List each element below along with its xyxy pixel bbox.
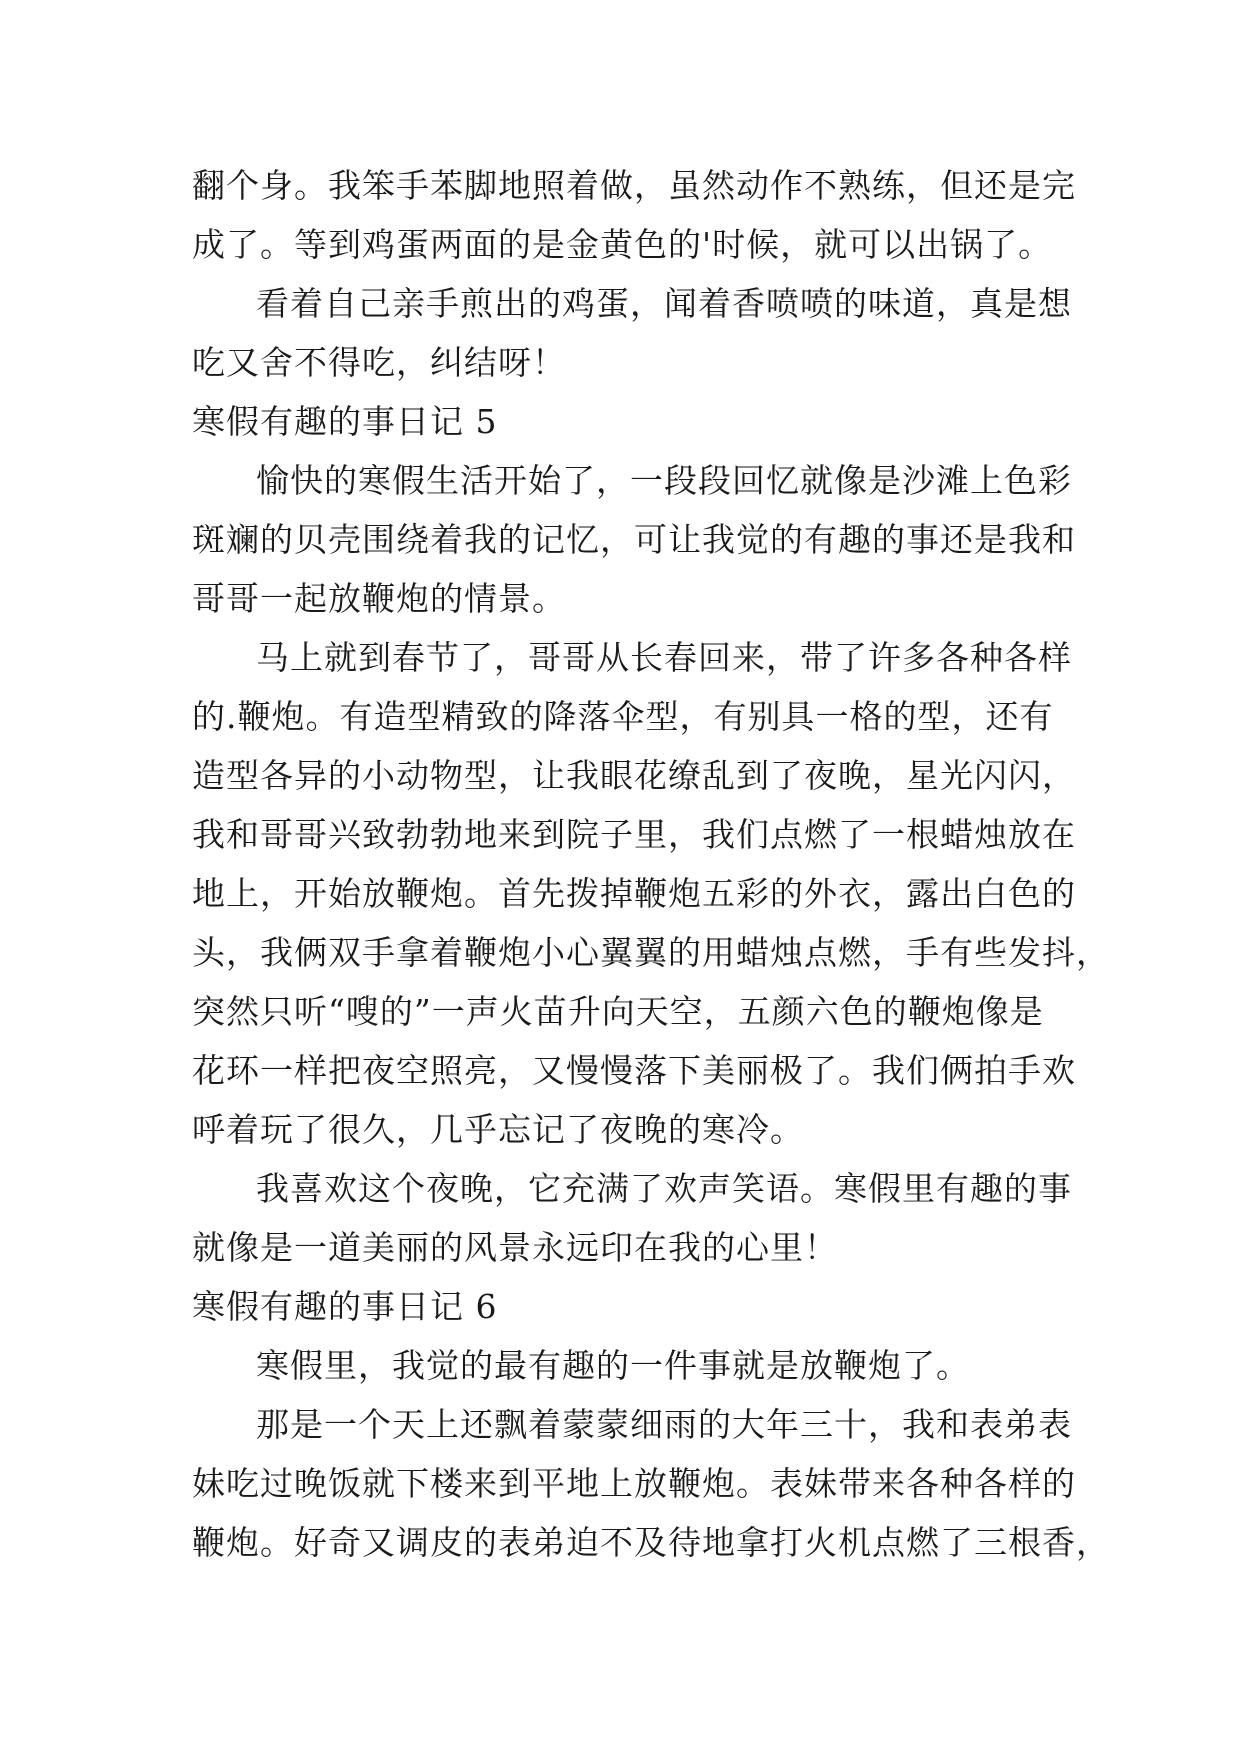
section-heading: 寒假有趣的事日记 6 — [192, 1287, 498, 1326]
paragraph-line: 斑斓的贝壳围绕着我的记忆，可让我觉的有趣的事还是我和 — [192, 520, 1076, 559]
paragraph-line: 妹吃过晚饭就下楼来到平地上放鞭炮。表妹带来各种各样的 — [192, 1464, 1076, 1503]
paragraph-line: 地上，开始放鞭炮。首先拨掉鞭炮五彩的外衣，露出白色的 — [192, 874, 1076, 913]
paragraph-line: 我喜欢这个夜晚，它充满了欢声笑语。寒假里有趣的事 — [256, 1169, 1072, 1208]
paragraph-line: 的.鞭炮。有造型精致的降落伞型，有别具一格的型，还有 — [192, 697, 1054, 736]
paragraph-line: 那是一个天上还飘着蒙蒙细雨的大年三十，我和表弟表 — [256, 1405, 1072, 1444]
paragraph-line: 哥哥一起放鞭炮的情景。 — [192, 579, 566, 618]
paragraph-line: 鞭炮。好奇又调皮的表弟迫不及待地拿打火机点燃了三根香， — [192, 1523, 1110, 1562]
paragraph-line: 翻个身。我笨手苯脚地照着做，虽然动作不熟练，但还是完 — [192, 166, 1076, 205]
paragraph-line: 突然只听“嗖的”一声火苗升向天空，五颜六色的鞭炮像是 — [192, 992, 1044, 1031]
section-heading: 寒假有趣的事日记 5 — [192, 402, 498, 441]
paragraph-line: 造型各异的小动物型，让我眼花缭乱到了夜晚，星光闪闪， — [192, 756, 1076, 795]
paragraph-line: 我和哥哥兴致勃勃地来到院子里，我们点燃了一根蜡烛放在 — [192, 815, 1076, 854]
paragraph-line: 寒假里，我觉的最有趣的一件事就是放鞭炮了。 — [256, 1346, 970, 1385]
paragraph-line: 愉快的寒假生活开始了，一段段回忆就像是沙滩上色彩 — [256, 461, 1072, 500]
paragraph-line: 呼着玩了很久，几乎忘记了夜晚的寒冷。 — [192, 1110, 804, 1149]
paragraph-line: 成了。等到鸡蛋两面的是金黄色的'时候，就可以出锅了。 — [192, 225, 1053, 264]
paragraph-line: 吃又舍不得吃，纠结呀！ — [192, 343, 566, 382]
paragraph-line: 就像是一道美丽的风景永远印在我的心里！ — [192, 1228, 838, 1267]
paragraph-line: 看着自己亲手煎出的鸡蛋，闻着香喷喷的味道，真是想 — [256, 284, 1072, 323]
paragraph-line: 头，我俩双手拿着鞭炮小心翼翼的用蜡烛点燃，手有些发抖， — [192, 933, 1110, 972]
paragraph-line: 花环一样把夜空照亮，又慢慢落下美丽极了。我们俩拍手欢 — [192, 1051, 1076, 1090]
paragraph-line: 马上就到春节了，哥哥从长春回来，带了许多各种各样 — [256, 638, 1072, 677]
